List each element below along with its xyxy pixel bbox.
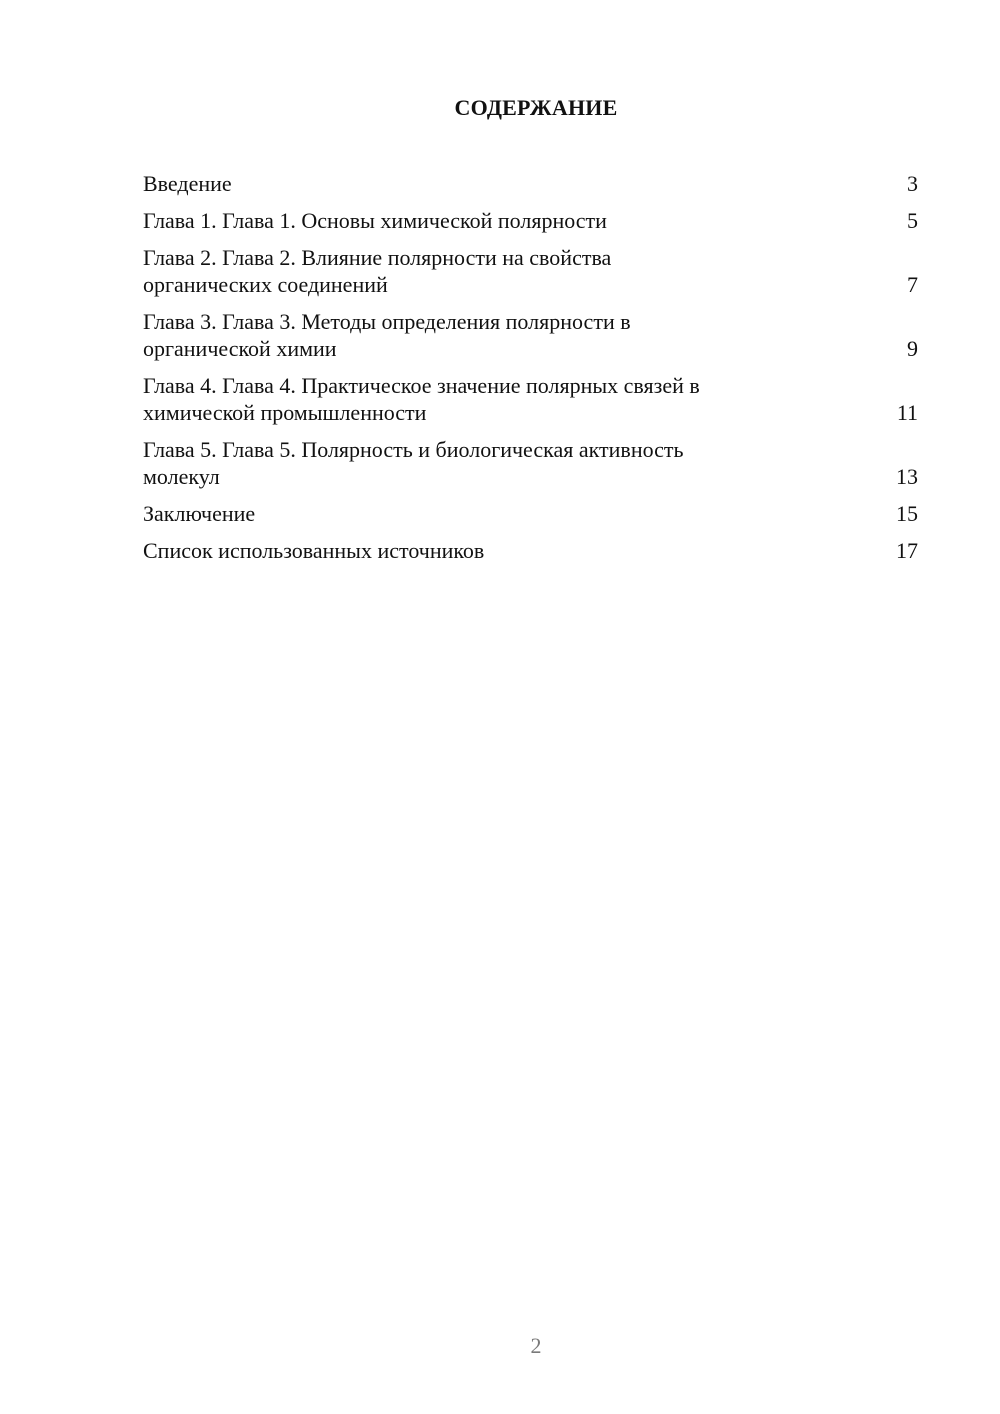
toc-entry-line: Введение — [143, 171, 232, 196]
toc-entry-page: 5 — [907, 208, 918, 233]
toc-entry-line: Глава 5. Глава 5. Полярность и биологическая активность — [143, 437, 684, 462]
toc-entry-title — [143, 170, 788, 197]
toc-entry-title — [143, 308, 788, 362]
toc-entry-chapter-2 — [143, 244, 918, 298]
toc-entry-title — [143, 207, 788, 234]
toc-entry-page: 13 — [896, 464, 918, 489]
page-number: 2 — [530, 1333, 542, 1358]
toc-entry-title — [143, 244, 788, 298]
toc-entry-line: молекул — [143, 464, 220, 489]
toc-entry-title — [143, 436, 788, 490]
toc-entry-line: Глава 4. Глава 4. Практическое значение полярных связей в — [143, 373, 700, 398]
toc-entry-page: 9 — [907, 336, 918, 361]
toc-entry-page: 11 — [896, 400, 918, 425]
toc-entry-page: 15 — [896, 501, 918, 526]
toc-entry-chapter-4 — [143, 372, 918, 426]
toc-entry-page: 17 — [896, 538, 918, 563]
toc-entry-line: Список использованных источников — [143, 538, 485, 563]
toc-entry-title — [143, 372, 788, 426]
toc-entry-line: Глава 3. Глава 3. Методы определения полярности в — [143, 309, 631, 334]
toc-entry-introduction — [143, 170, 918, 197]
toc-entry-line: Глава 2. Глава 2. Влияние полярности на свойства — [143, 245, 612, 270]
toc-entry-line: органической химии — [143, 336, 337, 361]
toc-entry-conclusion — [143, 500, 918, 527]
toc-entry-line: химической промышленности — [143, 400, 427, 425]
toc-entry-line: Заключение — [143, 501, 256, 526]
toc-entry-references — [143, 537, 918, 564]
toc-entry-line: органических соединений — [143, 272, 388, 297]
table-of-contents — [143, 170, 918, 574]
toc-entry-title — [143, 500, 788, 527]
toc-entry-chapter-1 — [143, 207, 918, 234]
toc-entry-title — [143, 537, 788, 564]
toc-entry-page: 3 — [907, 171, 918, 196]
toc-entry-chapter-3 — [143, 308, 918, 362]
toc-entry-page: 7 — [907, 272, 918, 297]
toc-entry-line: Глава 1. Глава 1. Основы химической полярности — [143, 208, 607, 233]
toc-entry-chapter-5 — [143, 436, 918, 490]
page-title: СОДЕРЖАНИЕ — [454, 95, 618, 120]
